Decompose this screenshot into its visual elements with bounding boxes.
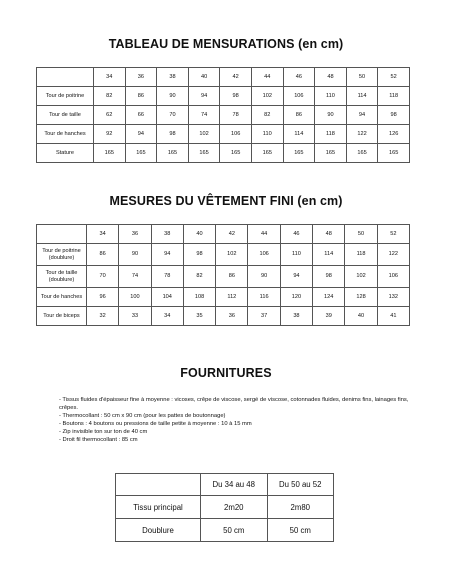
table-cell: 165: [378, 144, 410, 163]
table-cell: 82: [183, 266, 215, 288]
table-cell: 62: [94, 106, 126, 125]
size-header: 48: [315, 68, 347, 87]
size-header: 36: [125, 68, 157, 87]
table-row: [37, 244, 410, 266]
table-cell: 165: [125, 144, 157, 163]
table-cell: 102: [188, 125, 220, 144]
list-item: - Boutons : 4 boutons ou pressions de taille petite à moyenne : 10 à 15 mm: [59, 421, 252, 428]
size-header: 44: [248, 225, 280, 244]
table-header-row: [37, 225, 410, 244]
size-header: 38: [151, 225, 183, 244]
table-cell: 96: [87, 288, 119, 307]
table-row: [37, 266, 410, 288]
table-header-row: [37, 68, 410, 87]
table-cell: 98: [157, 125, 189, 144]
table-cell: 122: [346, 125, 378, 144]
row-label: Stature: [37, 144, 94, 163]
size-header: 46: [280, 225, 312, 244]
table-cell: 94: [188, 87, 220, 106]
size-header: 46: [283, 68, 315, 87]
table-cell: 104: [151, 288, 183, 307]
mensurations-table: [36, 67, 410, 163]
table-cell: 2m20: [201, 496, 268, 519]
table-cell: 114: [313, 244, 345, 266]
table-cell: 102: [216, 244, 248, 266]
table-cell: 94: [151, 244, 183, 266]
table-cell: 126: [378, 125, 410, 144]
list-item: - Tissus fluides d'épaisseur fine à moyenne : vicoses, crêpe de viscose, sergé de viscose, cotonnades fluides, denims fins, lainages fins, crêpes.: [59, 397, 409, 412]
row-label: Doublure: [116, 519, 201, 542]
table-cell: 82: [251, 106, 283, 125]
row-label: Tissu principal: [116, 496, 201, 519]
table-cell: 106: [283, 87, 315, 106]
table-row: [37, 125, 410, 144]
table-cell: 128: [345, 288, 377, 307]
row-label: Tour de taille: [37, 106, 94, 125]
row-label: Tour de biceps: [37, 307, 87, 326]
table-cell: 40: [345, 307, 377, 326]
table-cell: 165: [346, 144, 378, 163]
table-cell: 94: [346, 106, 378, 125]
table-cell: 74: [188, 106, 220, 125]
row-label: [37, 266, 87, 288]
table-cell: 122: [377, 244, 409, 266]
table-row: [116, 496, 334, 519]
table-cell: 70: [87, 266, 119, 288]
range-header: Du 50 au 52: [267, 474, 334, 496]
table-cell: 32: [87, 307, 119, 326]
table-cell: 106: [220, 125, 252, 144]
table-cell: 102: [345, 266, 377, 288]
table-cell: 118: [345, 244, 377, 266]
table-cell: 33: [119, 307, 151, 326]
size-header: 38: [157, 68, 189, 87]
table-cell: 165: [315, 144, 347, 163]
table-cell: 86: [87, 244, 119, 266]
fabric-quantities-table: [115, 473, 334, 542]
row-label: Tour de poitrine: [37, 87, 94, 106]
vetement-fini-title: MESURES DU VÊTEMENT FINI (en cm): [109, 194, 343, 208]
table-header-row: [116, 474, 334, 496]
size-header: 40: [188, 68, 220, 87]
list-item: - Zip invisible ton sur ton de 40 cm: [59, 429, 148, 436]
table-cell: 108: [183, 288, 215, 307]
row-label-line2: (doublure): [48, 276, 75, 283]
list-item: - Droit fil thermocollant : 85 cm: [59, 437, 138, 444]
size-header: 48: [313, 225, 345, 244]
table-cell: 165: [94, 144, 126, 163]
size-header: 44: [251, 68, 283, 87]
table-cell: 90: [315, 106, 347, 125]
size-header: 52: [378, 68, 410, 87]
table-cell: 90: [248, 266, 280, 288]
size-header: 34: [87, 225, 119, 244]
table-cell: 70: [157, 106, 189, 125]
table-cell: 94: [125, 125, 157, 144]
table-row: [37, 106, 410, 125]
table-cell: 114: [283, 125, 315, 144]
table-cell: 37: [248, 307, 280, 326]
table-cell: 124: [313, 288, 345, 307]
row-label-line2: (doublure): [48, 254, 75, 261]
range-header: Du 34 au 48: [201, 474, 268, 496]
table-cell: 114: [346, 87, 378, 106]
table-cell: 34: [151, 307, 183, 326]
table-cell: 100: [119, 288, 151, 307]
table-cell: 66: [125, 106, 157, 125]
table-cell: 165: [283, 144, 315, 163]
table-cell: 132: [377, 288, 409, 307]
table-row: [116, 519, 334, 542]
row-label: Tour de hanches: [37, 288, 87, 307]
row-label: [37, 244, 87, 266]
table-row: [37, 87, 410, 106]
table-cell: 74: [119, 266, 151, 288]
table-cell: 39: [313, 307, 345, 326]
table-row: [37, 144, 410, 163]
table-cell: 118: [378, 87, 410, 106]
table-cell: 165: [220, 144, 252, 163]
table-cell: 106: [377, 266, 409, 288]
size-header: 50: [346, 68, 378, 87]
table-cell: 110: [251, 125, 283, 144]
list-item: - Thermocollant : 50 cm x 90 cm (pour les pattes de boutonnage): [59, 413, 226, 420]
table-cell: 106: [248, 244, 280, 266]
size-header: 52: [377, 225, 409, 244]
table-cell: 86: [125, 87, 157, 106]
table-cell: 82: [94, 87, 126, 106]
table-cell: 94: [280, 266, 312, 288]
table-cell: 110: [280, 244, 312, 266]
table-cell: 50 cm: [267, 519, 334, 542]
size-header: 34: [94, 68, 126, 87]
size-header: 40: [183, 225, 215, 244]
table-cell: 86: [216, 266, 248, 288]
size-header: 50: [345, 225, 377, 244]
row-label-line1: Tour de taille: [45, 269, 78, 276]
mensurations-title: TABLEAU DE MENSURATIONS (en cm): [108, 37, 344, 51]
table-cell: 165: [251, 144, 283, 163]
table-cell: 35: [183, 307, 215, 326]
table-cell: 78: [220, 106, 252, 125]
fournitures-list: [59, 396, 409, 445]
table-cell: 120: [280, 288, 312, 307]
vetement-fini-table: [36, 224, 410, 326]
table-cell: 90: [119, 244, 151, 266]
fournitures-title: FOURNITURES: [180, 366, 272, 380]
table-cell: 38: [280, 307, 312, 326]
table-cell: 98: [313, 266, 345, 288]
row-label: Tour de hanches: [37, 125, 94, 144]
row-label-line1: Tour de poitrine: [42, 247, 81, 254]
size-header: 36: [119, 225, 151, 244]
table-cell: 98: [220, 87, 252, 106]
table-cell: 50 cm: [201, 519, 268, 542]
table-row: [37, 307, 410, 326]
table-row: [37, 288, 410, 307]
table-cell: 102: [251, 87, 283, 106]
table-cell: 112: [216, 288, 248, 307]
table-cell: 36: [216, 307, 248, 326]
table-cell: 86: [283, 106, 315, 125]
empty-header-cell: [37, 68, 94, 87]
table-cell: 165: [157, 144, 189, 163]
table-cell: 90: [157, 87, 189, 106]
empty-header-cell: [37, 225, 87, 244]
empty-header-cell: [116, 474, 201, 496]
table-cell: 78: [151, 266, 183, 288]
size-header: 42: [216, 225, 248, 244]
table-cell: 118: [315, 125, 347, 144]
table-cell: 2m80: [267, 496, 334, 519]
table-cell: 41: [377, 307, 409, 326]
table-cell: 92: [94, 125, 126, 144]
table-cell: 116: [248, 288, 280, 307]
size-header: 42: [220, 68, 252, 87]
table-cell: 98: [378, 106, 410, 125]
table-cell: 110: [315, 87, 347, 106]
table-cell: 165: [188, 144, 220, 163]
table-cell: 98: [183, 244, 215, 266]
